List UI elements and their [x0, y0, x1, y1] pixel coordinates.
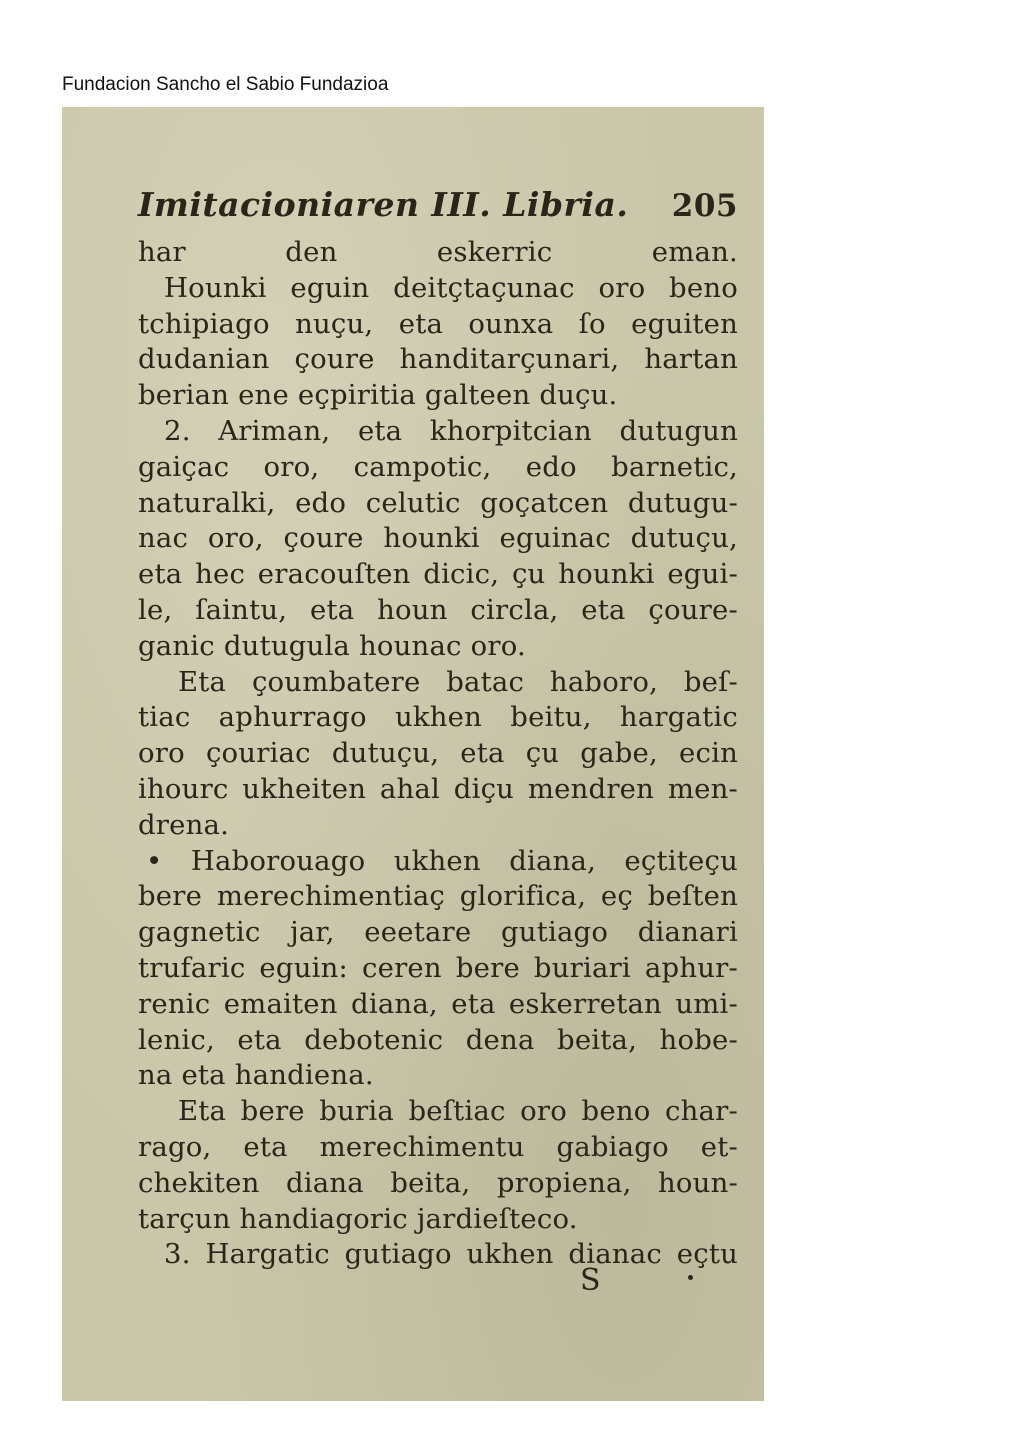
source-header: Fundacion Sancho el Sabio Fundazioa	[62, 74, 389, 95]
text-line: tiac aphurrago ukhen beitu, hargatic	[138, 701, 738, 734]
bleed-through-decoration	[442, 115, 662, 175]
text-line: drena.	[138, 808, 230, 841]
ink-dot	[688, 1275, 693, 1280]
text-line: gaiçac oro, campotic, edo barnetic,	[138, 450, 738, 483]
text-line: oro çouriac dutuçu, eta çu gabe, ecin	[138, 737, 738, 770]
text-line: 3. Hargatic gutiago ukhen dianac eçtu	[164, 1238, 738, 1271]
text-line: lenic, eta debotenic dena beita, hobe-	[138, 1023, 738, 1056]
text-line: chekiten diana beita, propiena, houn-	[138, 1166, 738, 1199]
text-line: na eta handiena.	[138, 1059, 374, 1092]
text-line: dudanian çoure handitarçunari, hartan	[138, 343, 738, 376]
text-line: ihourc ukheiten ahal diçu mendren men-	[138, 772, 738, 805]
text-line: renic emaiten diana, eta eskerretan umi-	[138, 987, 738, 1020]
text-line: tchipiago nuçu, eta ounxa ſo eguiten	[138, 307, 738, 340]
text-line: har den eskerric eman.	[138, 236, 738, 268]
running-title: Imitacioniaren III. Libria.	[138, 185, 629, 224]
scanned-page	[62, 107, 764, 1401]
text-line: Hounki eguin deitçtaçunac oro beno	[164, 271, 738, 304]
text-line: trufaric eguin: ceren bere buriari aphur-	[138, 951, 738, 984]
page-text-block	[138, 185, 738, 1273]
signature-mark: S	[580, 1263, 601, 1298]
text-line: gagnetic jar, eeetare gutiago dianari	[138, 916, 738, 949]
text-line: • Haborouago ukhen diana, eçtiteçu	[146, 844, 738, 877]
text-line: Eta bere buria beſtiac oro beno char-	[178, 1095, 738, 1128]
text-line: Eta çoumbatere batac haboro, beſ-	[178, 665, 738, 698]
text-line: tarçun handiagoric jardieſteco.	[138, 1202, 578, 1235]
text-line: ganic dutugula hounac oro.	[138, 629, 526, 662]
text-line: le, ſaintu, eta houn circla, eta çoure-	[138, 593, 738, 626]
text-line: 2. Ariman, eta khorpitcian dutugun	[164, 414, 738, 447]
page-number: 205	[671, 188, 738, 224]
text-line: naturalki, edo celutic goçatcen dutugu-	[138, 486, 738, 519]
text-line: berian ene eçpiritia galteen duçu.	[138, 379, 618, 412]
running-head	[138, 185, 738, 235]
text-line: rago, eta merechimentu gabiago et-	[138, 1130, 738, 1163]
text-line: nac oro, çoure hounki eguinac dutuçu,	[138, 522, 738, 555]
text-line: eta hec eracouſten dicic, çu hounki egui-	[138, 558, 738, 591]
text-line: bere merechimentiaç glorifica, eç beſten	[138, 880, 738, 913]
